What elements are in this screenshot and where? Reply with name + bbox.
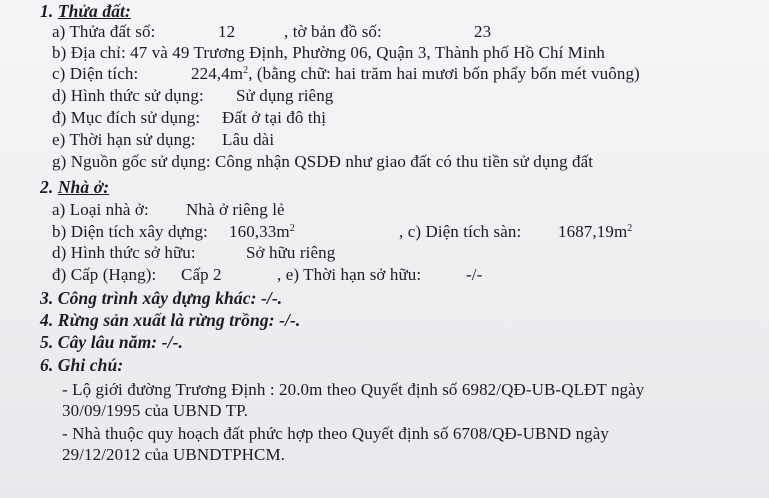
floor-area-value [558, 222, 632, 242]
note-2-line-2: 29/12/2012 của UBNDTPHCM. [62, 445, 286, 464]
map-sheet-value: 23 [474, 22, 492, 41]
land-use-form-label: d) Hình thức sử dụng: [52, 86, 204, 105]
ownership-form-value: Sở hữu riêng [246, 243, 336, 262]
building-area-value [229, 222, 295, 242]
parcel-number-label: a) Thửa đất số: [52, 22, 156, 41]
section-3-line: 3. Công trình xây dựng khác: -/-. [40, 288, 283, 308]
land-area-value [191, 64, 640, 84]
section-2-number: 2. [40, 177, 54, 197]
ownership-term-value: -/- [466, 265, 483, 284]
house-grade-label: đ) Cấp (Hạng): [52, 265, 157, 284]
land-area-label: c) Diện tích: [52, 64, 139, 83]
section-2-title: Nhà ở: [57, 177, 110, 197]
ownership-form-label: d) Hình thức sở hữu: [52, 243, 196, 262]
land-use-form-value: Sử dụng riêng [236, 86, 334, 105]
land-area-words: , (bằng chữ: hai trăm hai mươi bốn phẩy bốn mét vuông) [248, 64, 640, 83]
section-1-heading [40, 1, 131, 21]
building-area-sup: 2 [289, 223, 295, 234]
ownership-term-label: , e) Thời hạn sở hữu: [277, 265, 422, 284]
map-sheet-label: , tờ bản đồ số: [284, 22, 382, 41]
section-1-number: 1. [40, 1, 54, 21]
house-grade-value: Cấp 2 [181, 265, 222, 284]
address-line: b) Địa chỉ: 47 và 49 Trương Định, Phường 06, Quận 3, Thành phố Hồ Chí Minh [52, 43, 606, 62]
section-4-line: 4. Rừng sản xuất là rừng trồng: -/-. [40, 310, 301, 330]
floor-area-sup: 2 [627, 223, 633, 234]
note-2-line-1: - Nhà thuộc quy hoạch đất phức hợp theo Quyết định số 6708/QĐ-UBND ngày [62, 424, 610, 443]
house-type-value: Nhà ở riêng lẻ [186, 200, 285, 219]
section-6-heading: 6. Ghi chú: [40, 355, 124, 375]
land-area-number: 224,4m [191, 64, 244, 83]
note-1-line-1: - Lộ giới đường Trương Định : 20.0m theo Quyết định số 6982/QĐ-UB-QLĐT ngày [62, 380, 645, 399]
building-area-label: b) Diện tích xây dựng: [52, 222, 208, 241]
building-area-number: 160,33m [229, 222, 290, 241]
section-5-line: 5. Cây lâu năm: -/-. [40, 332, 183, 352]
land-use-term-value: Lâu dài [222, 130, 275, 149]
floor-area-number: 1687,19m [558, 222, 628, 241]
section-1-title: Thửa đất: [57, 1, 131, 21]
land-use-term-label: e) Thời hạn sử dụng: [52, 130, 196, 149]
land-use-purpose-label: đ) Mục đích sử dụng: [52, 108, 201, 127]
land-area-sup: 2 [243, 65, 249, 76]
note-1-line-2: 30/09/1995 của UBND TP. [62, 401, 249, 420]
section-2-heading [40, 177, 109, 197]
house-type-label: a) Loại nhà ở: [52, 200, 149, 219]
floor-area-label: , c) Diện tích sàn: [399, 222, 522, 241]
land-use-purpose-value: Đất ở tại đô thị [222, 108, 327, 127]
land-origin-line: g) Nguồn gốc sử dụng: Công nhận QSDĐ như giao đất có thu tiền sử dụng đất [52, 152, 594, 171]
parcel-number-value: 12 [218, 22, 236, 41]
